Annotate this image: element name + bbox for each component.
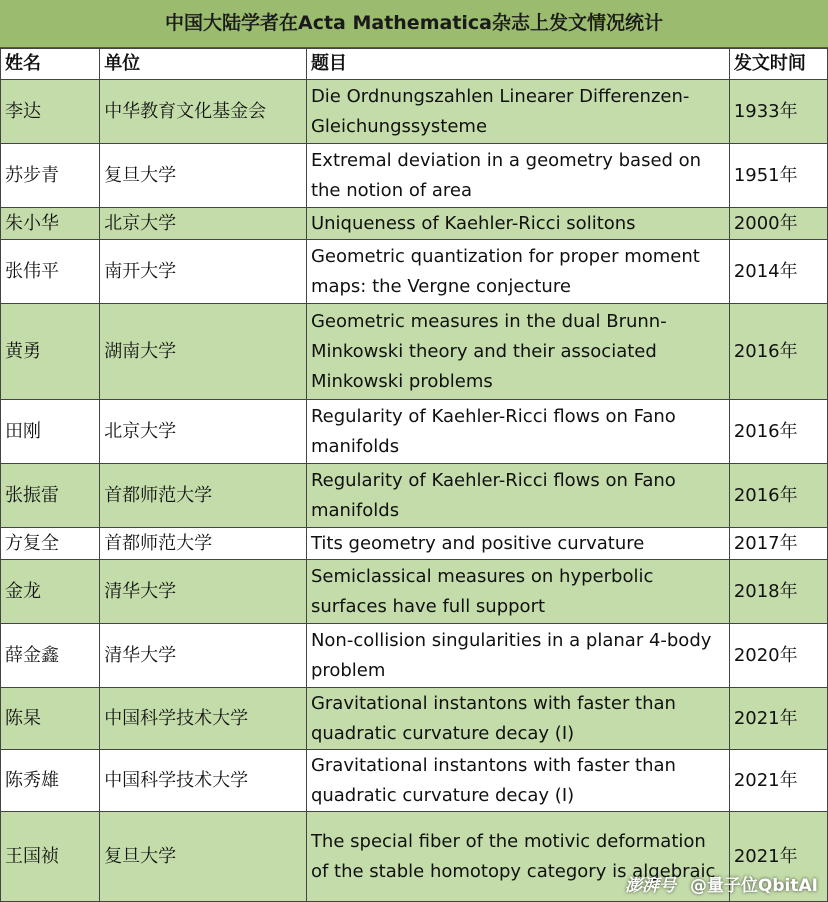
cell-year: 2020年: [729, 624, 827, 688]
cell-year: 2021年: [729, 750, 827, 812]
cell-title: Tits geometry and positive curvature: [306, 528, 729, 560]
table-title: 中国大陆学者在Acta Mathematica杂志上发文情况统计: [0, 0, 828, 48]
table-row: [1, 560, 828, 624]
cell-year: 1933年: [729, 80, 827, 144]
cell-name: 陈秀雄: [1, 750, 100, 812]
cell-name: 薛金鑫: [1, 624, 100, 688]
cell-name: 方复全: [1, 528, 100, 560]
cell-unit: 南开大学: [100, 240, 307, 304]
cell-unit: 复旦大学: [100, 812, 307, 902]
cell-title: Non-collision singularities in a planar 4-body problem: [306, 624, 729, 688]
table-row: [1, 528, 828, 560]
watermark: [625, 871, 818, 896]
cell-year: 2018年: [729, 560, 827, 624]
column-header-year: 发文时间: [729, 49, 827, 80]
cell-name: 张振雷: [1, 464, 100, 528]
cell-unit: 中华教育文化基金会: [100, 80, 307, 144]
table-row: [1, 750, 828, 812]
cell-title: Extremal deviation in a geometry based on the notion of area: [306, 144, 729, 208]
cell-year: 1951年: [729, 144, 827, 208]
cell-unit: 清华大学: [100, 624, 307, 688]
cell-year: 2016年: [729, 400, 827, 464]
column-header-name: 姓名: [1, 49, 100, 80]
cell-name: 田刚: [1, 400, 100, 464]
cell-title: Geometric measures in the dual Brunn-Minkowski theory and their associated Minkowski problems: [306, 304, 729, 400]
cell-title: Regularity of Kaehler-Ricci flows on Fano manifolds: [306, 400, 729, 464]
cell-unit: 中国科学技术大学: [100, 688, 307, 750]
cell-year: 2021年: [729, 688, 827, 750]
cell-unit: 北京大学: [100, 400, 307, 464]
table-row: [1, 464, 828, 528]
cell-unit: 中国科学技术大学: [100, 750, 307, 812]
cell-title: Gravitational instantons with faster than quadratic curvature decay (I): [306, 750, 729, 812]
cell-year: 2016年: [729, 464, 827, 528]
cell-year: 2016年: [729, 304, 827, 400]
cell-name: 李达: [1, 80, 100, 144]
cell-name: 金龙: [1, 560, 100, 624]
data-table: [0, 48, 828, 902]
table-row: [1, 304, 828, 400]
table-row: [1, 688, 828, 750]
cell-unit: 清华大学: [100, 560, 307, 624]
cell-name: 朱小华: [1, 208, 100, 240]
cell-name: 苏步青: [1, 144, 100, 208]
cell-title: Regularity of Kaehler-Ricci flows on Fano manifolds: [306, 464, 729, 528]
watermark-text: @量子位QbitAI: [689, 876, 818, 896]
cell-name: 黄勇: [1, 304, 100, 400]
cell-name: 王国祯: [1, 812, 100, 902]
table-row: [1, 624, 828, 688]
cell-year: 2014年: [729, 240, 827, 304]
cell-title: Semiclassical measures on hyperbolic surfaces have full support: [306, 560, 729, 624]
cell-year: 2000年: [729, 208, 827, 240]
table-row: [1, 144, 828, 208]
table-row: [1, 240, 828, 304]
cell-title: Gravitational instantons with faster than quadratic curvature decay (I): [306, 688, 729, 750]
cell-title: Die Ordnungszahlen Linearer Differenzen-Gleichungssysteme: [306, 80, 729, 144]
cell-name: 张伟平: [1, 240, 100, 304]
cell-unit: 复旦大学: [100, 144, 307, 208]
header-row: [1, 49, 828, 80]
cell-unit: 湖南大学: [100, 304, 307, 400]
cell-title: Uniqueness of Kaehler-Ricci solitons: [306, 208, 729, 240]
column-header-title: 题目: [306, 49, 729, 80]
table-row: [1, 208, 828, 240]
cell-unit: 北京大学: [100, 208, 307, 240]
watermark-logo: 澎湃号: [625, 876, 677, 896]
cell-title: The special fiber of the motivic deformation of the stable homotopy category is algebraic: [306, 812, 729, 902]
cell-unit: 首都师范大学: [100, 464, 307, 528]
cell-unit: 首都师范大学: [100, 528, 307, 560]
cell-name: 陈杲: [1, 688, 100, 750]
cell-title: Geometric quantization for proper moment maps: the Vergne conjecture: [306, 240, 729, 304]
column-header-unit: 单位: [100, 49, 307, 80]
table-row: [1, 80, 828, 144]
table-row: [1, 400, 828, 464]
cell-year: 2021年: [729, 812, 827, 902]
cell-year: 2017年: [729, 528, 827, 560]
